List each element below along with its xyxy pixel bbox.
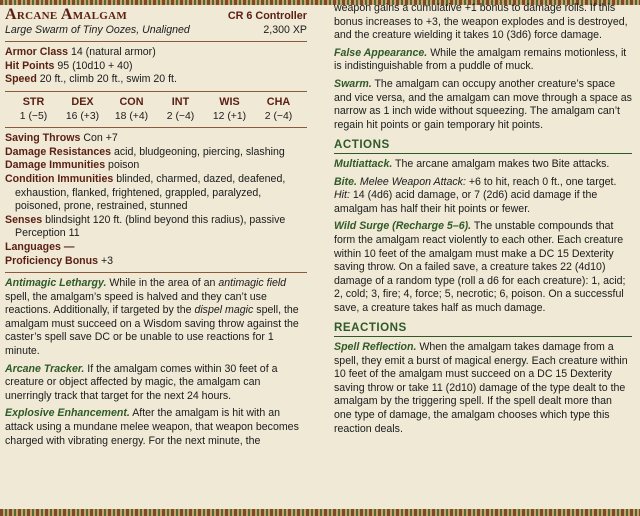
divider — [5, 91, 307, 92]
ability-name: CON — [119, 95, 144, 108]
armor-class: Armor Class 14 (natural armor) — [5, 46, 156, 59]
speed: Speed 20 ft., climb 20 ft., swim 20 ft. — [5, 73, 177, 86]
divider — [5, 127, 307, 128]
action-wild-surge: Wild Surge (Recharge 5–6). The unstable compounds that form the amalgam react violently to each other. Each creature within 10 feet of the amalgam must make a DC 15 Dexterity saving throw. On a failed save, a creature takes 22 (4d10) damage of a random type (roll a d6 for each creature): 1, acid; 2, cold; 3, fire; 4, force; 5, necrotic; 6, poison. On a successful save, a creature takes half as much damage. — [334, 220, 626, 314]
trait-explosive-enhancement: Explosive Enhancement. After the amalgam is hit with an attack using a mundane melee weapon, that weapon becomes charged with vibrating energy. For the next minute, the — [5, 407, 299, 447]
senses: Senses blindsight 120 ft. (blind beyond this radius), passive Perception 11 — [5, 213, 286, 240]
ability-value: 1 (−5) — [19, 110, 48, 122]
challenge-rating: CR 6 Controller — [227, 10, 307, 22]
ability-name: INT — [171, 95, 190, 108]
action-bite: Bite. Melee Weapon Attack: +6 to hit, reach 0 ft., one target. Hit: 14 (4d6) acid damage, or 7 (2d6) acid damage if the amalgam has half their hit points or fewer. — [334, 175, 617, 215]
experience-points: 2,300 XP — [263, 23, 307, 36]
proficiency-bonus: Proficiency Bonus +3 — [5, 254, 114, 267]
left-column — [5, 8, 307, 448]
ability-name: STR — [22, 95, 45, 108]
ability-name: CHA — [266, 95, 291, 108]
ability-scores — [5, 96, 307, 123]
ability-value: 16 (+3) — [65, 110, 100, 122]
trait-false-appearance: False Appearance. While the amalgam remains motionless, it is indistinguishable from a puddle of muck. — [334, 46, 627, 73]
bottom-border — [0, 509, 640, 516]
ability-value: 2 (−4) — [264, 110, 293, 122]
ability-name: WIS — [219, 95, 240, 108]
trait-arcane-tracker: Arcane Tracker. If the amalgam comes within 30 feet of a creature or object affected by magic, the amalgam can unerringly track that target for the next 24 hours. — [5, 362, 278, 402]
damage-immunities: Damage Immunities poison — [5, 159, 140, 172]
monster-name: Arcane Amalgam — [5, 6, 128, 23]
actions-heading: ACTIONS — [334, 138, 632, 154]
hit-points: Hit Points 95 (10d10 + 40) — [5, 59, 133, 72]
divider — [5, 41, 307, 42]
ability-value: 2 (−4) — [166, 110, 195, 122]
trait-swarm: Swarm. The amalgam can occupy another creature’s space and vice versa, and the amalgam can move through a space as narrow as 1 inch wide without squeezing. The amalgam can’t regain hit points or gain temporary hit points. — [334, 77, 632, 131]
saving-throws: Saving Throws Con +7 — [5, 132, 118, 145]
trait-antimagic-lethargy: Antimagic Lethargy. While in the area of an antimagic field spell, the amalgam’s speed is halved and they can’t use reactions. Additionally, if targeted by the dispel magic spell, the amalgam must succeed on a Wisdom saving throw against the caster’s spell save DC or be unable to use reactions for 1 minute. — [5, 277, 299, 358]
divider — [5, 272, 307, 273]
action-multiattack: Multiattack. The arcane amalgam makes two Bite attacks. — [334, 157, 610, 170]
ability-value: 18 (+4) — [114, 110, 149, 122]
right-column — [334, 2, 632, 436]
damage-resistances: Damage Resistances acid, bludgeoning, piercing, slashing — [5, 145, 285, 158]
reaction-spell-reflection: Spell Reflection. When the amalgam takes damage from a spell, they emit a burst of magical energy. Each creature within 10 feet of the amalgam must succeed on a DC 15 Dexterity saving throw or take 11 (2d10) damage of the type dealt to the amalgam by the triggering spell. If the spell dealt more than one type of damage, the amalgam chooses which type this reaction deals. — [334, 341, 628, 435]
stat-header — [5, 8, 307, 24]
ability-name: DEX — [71, 95, 94, 108]
trait-explosive-enhancement-cont: weapon gains a cumulative +1 bonus to damage rolls. If this bonus increases to +3, the weapon explodes and is destroyed, and the creature wielding it takes 10 (3d6) force damage. — [334, 2, 628, 42]
reactions-heading: REACTIONS — [334, 321, 632, 337]
ability-value: 12 (+1) — [212, 110, 247, 122]
monster-subtitle — [5, 24, 307, 38]
monster-type: Large Swarm of Tiny Oozes, Unaligned — [5, 23, 190, 36]
languages: Languages — — [5, 240, 75, 253]
condition-immunities: Condition Immunities blinded, charmed, dazed, deafened, exhaustion, flanked, frightened, grappled, paralyzed, poisoned, prone, restrained, stunned — [5, 172, 286, 213]
